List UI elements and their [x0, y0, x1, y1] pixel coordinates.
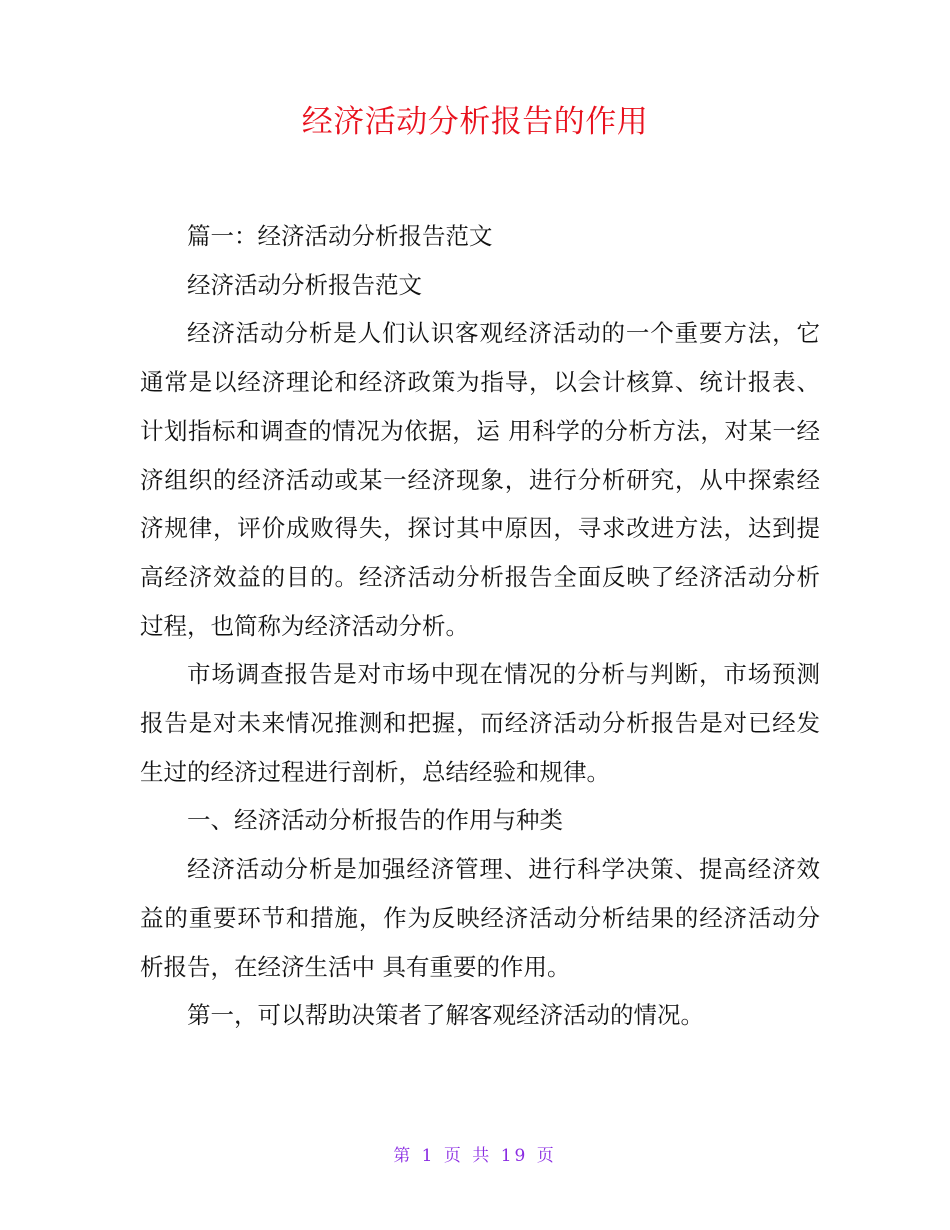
paragraph-body: 经济活动分析是人们认识客观经济活动的一个重要方法，它通常是以经济理论和经济政策为指导，以会计核算、统计报表、计划指标和调查的情况为依据，运 用科学的分析方法，对某一经济组织的经济活动或某一经济现象，进行分析研究，从中探索经济规律，评价成败得失，探讨其中原因，寻求改进方法，达到提高经济效益的目的。经济活动分析报告全面反映了经济活动分析过程，也简称为经济活动分析。: [140, 319, 820, 640]
paragraph-body: 市场调查报告是对市场中现在情况的分析与判断，市场预测 报告是对未来情况推测和把握，而经济活动分析报告是对已经发生过的经济过程进行剖析，总结经验和规律。: [140, 660, 820, 786]
document-title: 经济活动分析报告的作用: [301, 104, 649, 140]
paragraph-heading-part-one: 篇一：经济活动分析报告范文: [187, 222, 493, 250]
document-body: [140, 212, 820, 1040]
page-number-footer: 第 1 页 共 19 页: [393, 1146, 557, 1166]
paragraph-subtitle: 经济活动分析报告范文: [187, 270, 422, 299]
paragraph-body: 经济活动分析是加强经济管理、进行科学决策、提高经济效益的重要环节和措施，作为反映经济活动分析结果的经济活动分析报告，在经济生活中 具有重要的作用。: [140, 855, 820, 981]
paragraph-section-heading: 一、经济活动分析报告的作用与种类: [187, 806, 563, 835]
paragraph-body: 第一，可以帮助决策者了解客观经济活动的情况。: [187, 1001, 704, 1030]
